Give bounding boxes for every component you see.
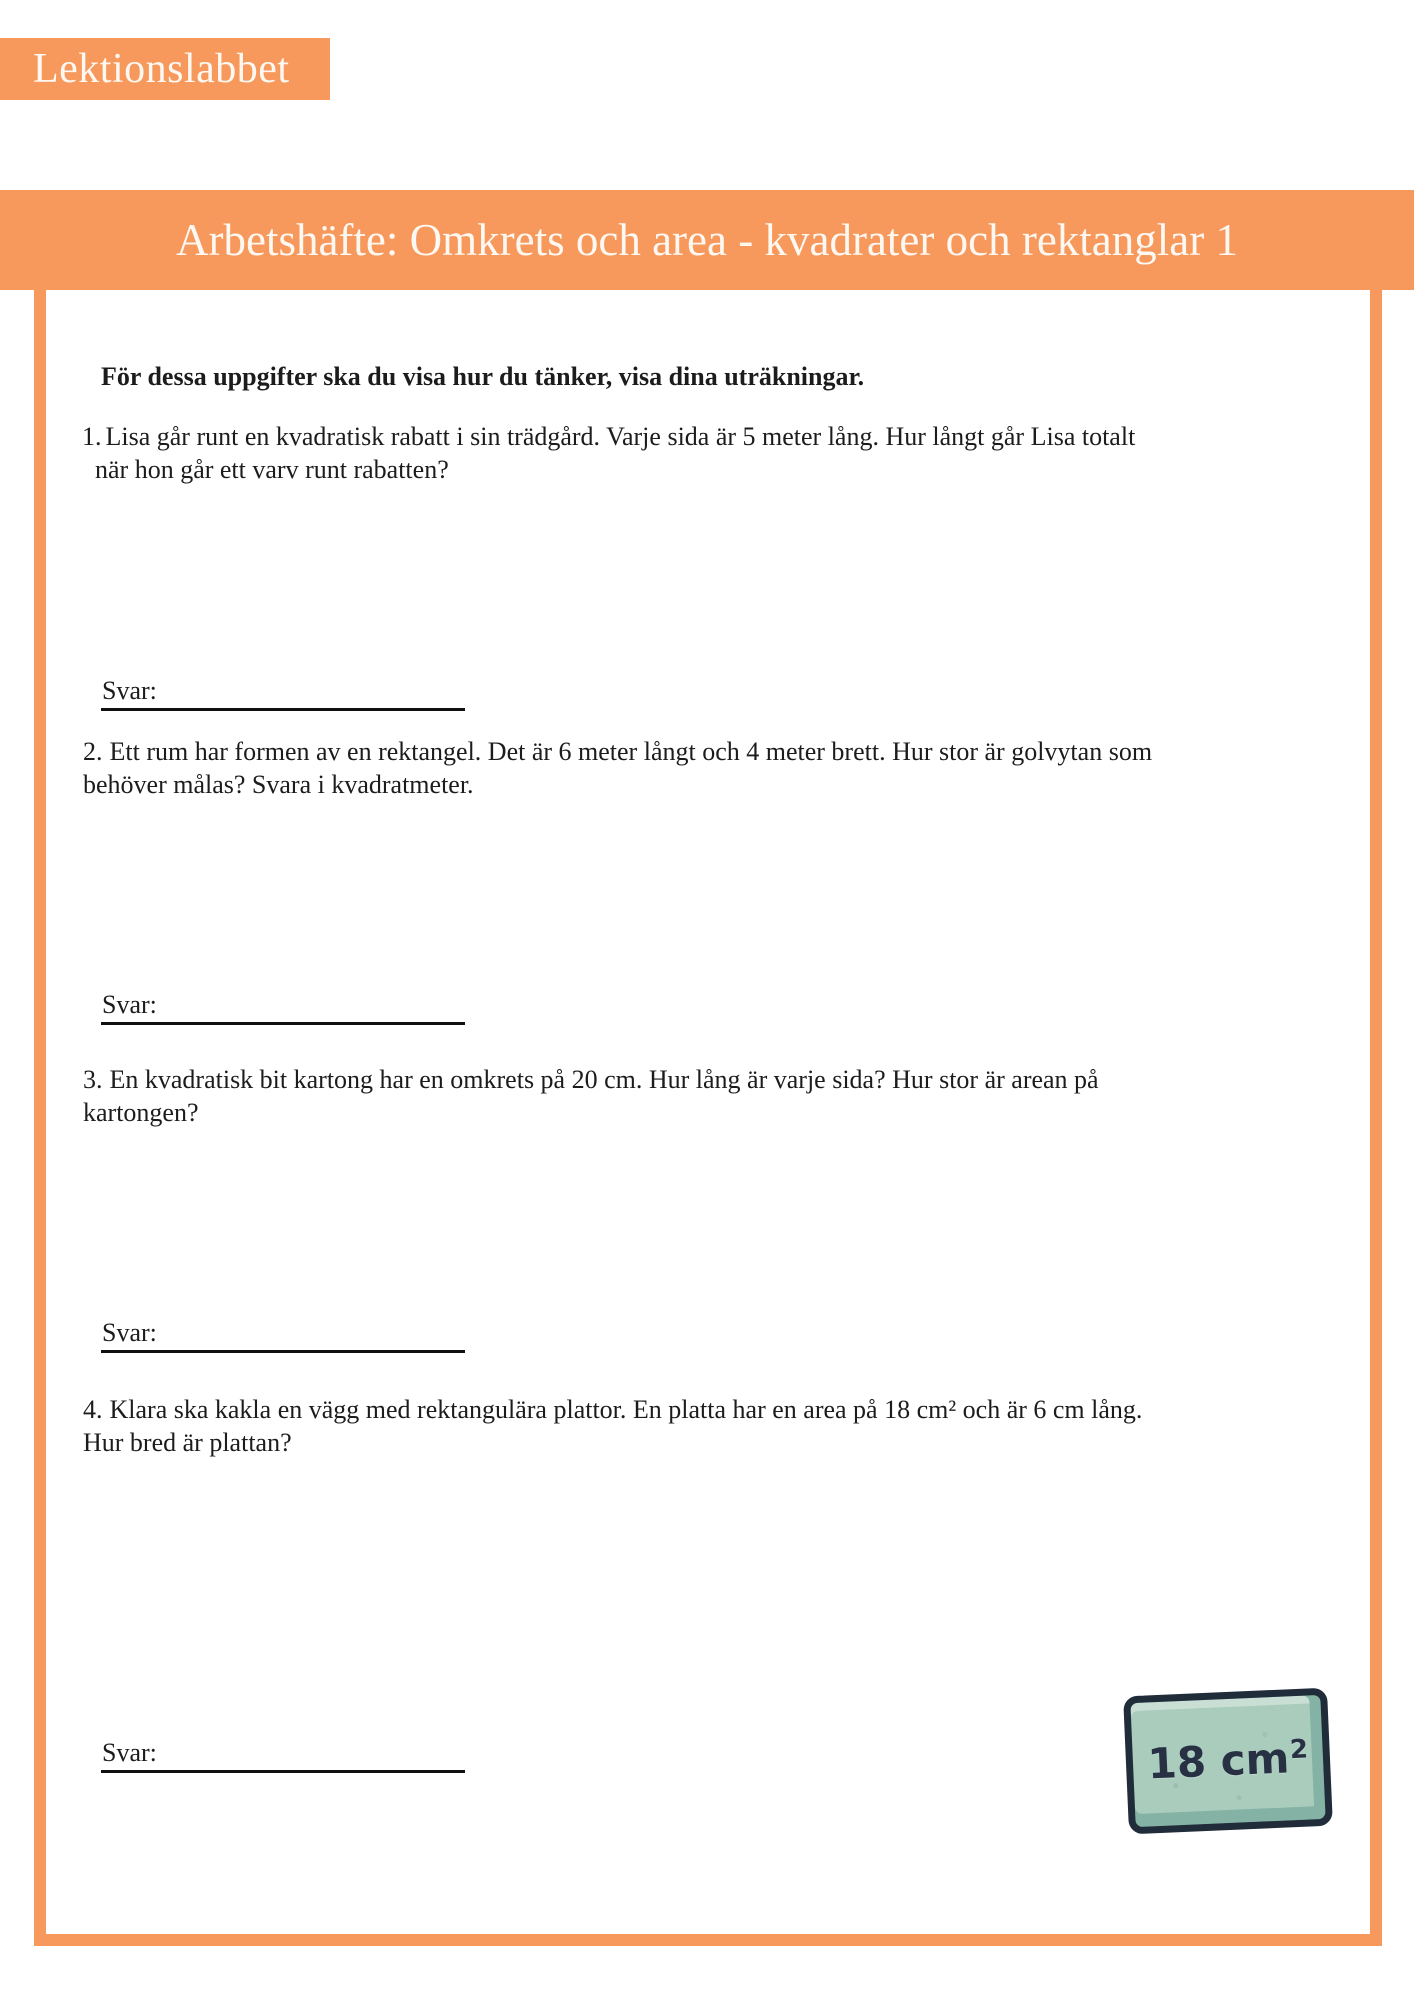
- logo-banner: [0, 38, 330, 100]
- answer-line-1: [101, 674, 465, 711]
- question-4-line-2: Hur bred är plattan?: [83, 1428, 292, 1457]
- page-title: Arbetshäfte: Omkrets och area - kvadrater och rektanglar 1: [175, 214, 1238, 265]
- question-3-text: En kvadratisk bit kartong har en omkrets på 20 cm. Hur lång är varje sida? Hur stor är arean på: [109, 1065, 1099, 1094]
- answer-label-3: Svar:: [102, 1318, 157, 1347]
- question-2-number: 2.: [83, 737, 103, 766]
- question-3-number: 3.: [83, 1065, 103, 1094]
- tile-area-number: 18 cm: [1146, 1733, 1291, 1789]
- question-2-line-1: [83, 735, 1152, 768]
- question-1-text: Lisa går runt en kvadratisk rabatt i sin trädgård. Varje sida är 5 meter lång. Hur långt går Lisa totalt: [105, 422, 1136, 451]
- answer-label-4: Svar:: [102, 1738, 157, 1767]
- question-3-line-2: kartongen?: [83, 1098, 199, 1127]
- tile-area-value: [1146, 1733, 1310, 1789]
- tile-area-exponent: 2: [1289, 1734, 1309, 1766]
- answer-label-2: Svar:: [102, 990, 157, 1019]
- question-1-line-1: [82, 420, 1135, 453]
- answer-line-4: [101, 1736, 465, 1773]
- question-4-number: 4.: [83, 1395, 103, 1424]
- instructions-text: För dessa uppgifter ska du visa hur du tänker, visa dina uträkningar.: [101, 362, 865, 391]
- tile-illustration: [1123, 1688, 1333, 1835]
- question-1-number: 1.: [82, 422, 102, 451]
- answer-line-2: [101, 988, 465, 1025]
- logo-text: Lektionslabbet: [33, 46, 290, 92]
- question-1: [82, 420, 1135, 486]
- question-4: [83, 1393, 1142, 1459]
- question-2: [83, 735, 1152, 801]
- title-banner: [0, 190, 1414, 290]
- question-4-line-1: [83, 1393, 1142, 1426]
- answer-line-3: [101, 1316, 465, 1353]
- question-2-line-2: behöver målas? Svara i kvadratmeter.: [83, 770, 474, 799]
- question-3-line-1: [83, 1063, 1099, 1096]
- question-4-text: Klara ska kakla en vägg med rektangulära plattor. En platta har en area på 18 cm² och är 6 cm lång.: [109, 1395, 1143, 1424]
- question-3: [83, 1063, 1099, 1129]
- question-2-text: Ett rum har formen av en rektangel. Det är 6 meter långt och 4 meter brett. Hur stor är golvytan som: [109, 737, 1153, 766]
- answer-label-1: Svar:: [102, 676, 157, 705]
- question-1-line-2: när hon går ett varv runt rabatten?: [95, 455, 449, 484]
